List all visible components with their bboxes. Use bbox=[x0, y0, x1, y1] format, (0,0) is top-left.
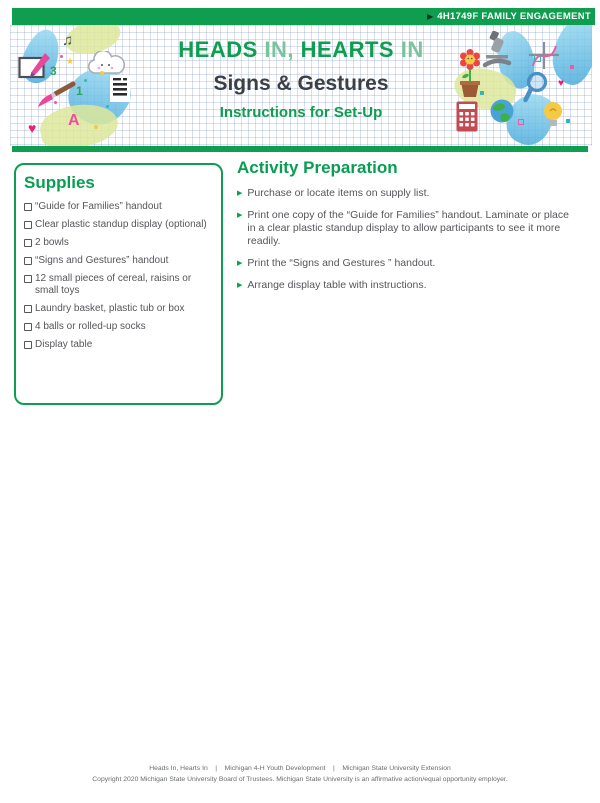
supply-item bbox=[24, 255, 213, 267]
prep-item-text: Print the “Signs and Gestures ” handout. bbox=[247, 257, 436, 269]
document-tagline: Instructions for Set-Up bbox=[219, 104, 383, 121]
arrow-bullet-icon: ▶ bbox=[237, 282, 243, 289]
prep-item-text: Print one copy of the “Guide for Families” handout. Laminate or place in a clear plastic standup display to allow participants to see it more readily. bbox=[247, 209, 569, 247]
activity-preparation-title: Activity Preparation bbox=[237, 158, 398, 177]
supply-item bbox=[24, 339, 213, 351]
letter-a-doodle: A bbox=[68, 112, 80, 129]
header-titles bbox=[10, 25, 592, 121]
banner-label: 4H1749F FAMILY ENGAGEMENT bbox=[437, 11, 591, 22]
supply-item-label: Display table bbox=[35, 339, 93, 350]
number-one-doodle: 1 bbox=[76, 84, 83, 98]
arrow-bullet-icon: ▶ bbox=[237, 260, 243, 267]
supply-item-label: “Guide for Families” handout bbox=[35, 201, 162, 212]
supply-item bbox=[24, 201, 213, 213]
prep-item bbox=[237, 279, 575, 292]
supply-item-label: “Signs and Gestures” handout bbox=[35, 255, 169, 266]
checkbox-icon bbox=[24, 341, 32, 349]
title-hearts: HEARTS bbox=[300, 37, 395, 62]
supply-item bbox=[24, 303, 213, 315]
checkbox-icon bbox=[24, 275, 32, 283]
music-note-icon: ♫ bbox=[62, 32, 74, 49]
supplies-box bbox=[14, 163, 223, 405]
star-icon: ★ bbox=[66, 56, 75, 66]
checkbox-icon bbox=[24, 305, 32, 313]
title-in1: IN, bbox=[257, 37, 301, 62]
checkbox-icon bbox=[24, 221, 32, 229]
checkbox-icon bbox=[24, 257, 32, 265]
header-illustration-band bbox=[10, 25, 592, 146]
prep-item bbox=[237, 209, 575, 248]
green-divider-rule bbox=[12, 146, 588, 152]
document-subtitle: Signs & Gestures bbox=[213, 72, 389, 95]
title-in2: IN bbox=[394, 37, 424, 62]
dot-shape bbox=[94, 125, 98, 129]
checkbox-icon bbox=[24, 203, 32, 211]
checkbox-icon bbox=[24, 239, 32, 247]
activity-preparation-section bbox=[237, 158, 585, 301]
banner-arrow-icon: ▶ bbox=[427, 11, 434, 21]
prep-item bbox=[237, 257, 575, 270]
prep-item-text: Arrange display table with instructions. bbox=[247, 279, 427, 291]
top-banner bbox=[12, 8, 595, 25]
footer bbox=[0, 764, 600, 785]
title-heads: HEADS bbox=[178, 37, 258, 62]
checkbox-icon bbox=[24, 323, 32, 331]
number-three-doodle: 3 bbox=[50, 64, 57, 78]
footer-copyright-line: Copyright 2020 Michigan State University Board of Trustees. Michigan State University is an affirmative action/equal opportunity employer. bbox=[92, 775, 508, 783]
prep-item-text: Purchase or locate items on supply list. bbox=[247, 187, 430, 199]
heart-icon: ♥ bbox=[558, 78, 564, 89]
footer-attribution-line: Heads In, Hearts In | Michigan 4-H Youth Development | Michigan State University Extension bbox=[149, 765, 451, 772]
page-title bbox=[10, 37, 592, 63]
supply-item bbox=[24, 321, 213, 333]
arrow-bullet-icon: ▶ bbox=[237, 212, 243, 219]
supply-item-label: Clear plastic standup display (optional) bbox=[35, 219, 207, 230]
supply-item-label: 2 bowls bbox=[35, 237, 69, 248]
supply-item-label: 4 balls or rolled-up socks bbox=[35, 321, 146, 332]
supply-item bbox=[24, 273, 213, 297]
supplies-title: Supplies bbox=[24, 173, 95, 192]
heart-icon: ♥ bbox=[28, 120, 37, 136]
supply-item bbox=[24, 219, 213, 231]
supply-item-label: 12 small pieces of cereal, raisins or small toys bbox=[35, 273, 192, 296]
supply-item bbox=[24, 237, 213, 249]
supply-item-label: Laundry basket, plastic tub or box bbox=[35, 303, 185, 314]
prep-item bbox=[237, 187, 575, 200]
arrow-bullet-icon: ▶ bbox=[237, 190, 243, 197]
